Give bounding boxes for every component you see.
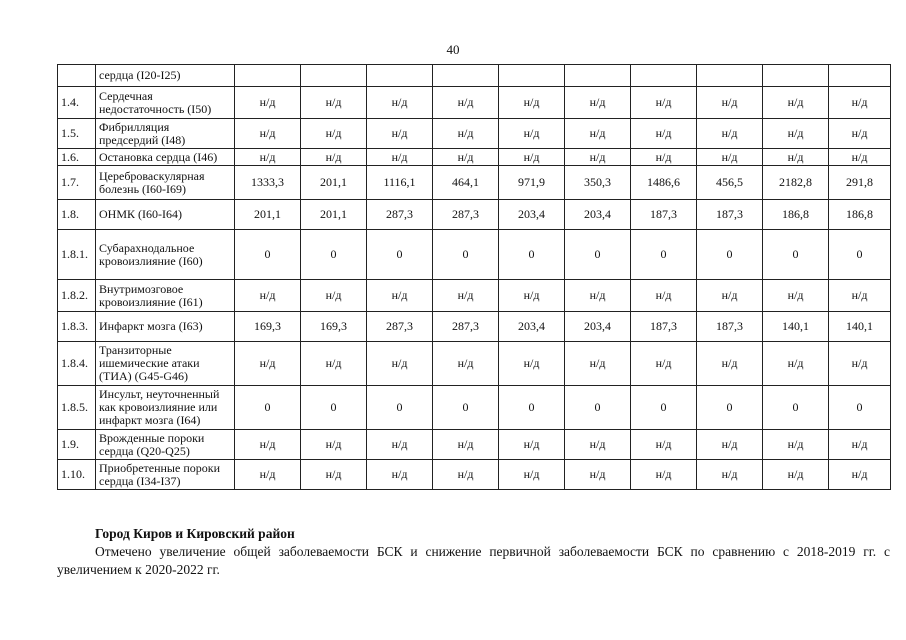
row-code: 1.7. [58,166,96,200]
row-code: 1.4. [58,87,96,119]
table-cell: н/д [763,87,829,119]
table-cell: 0 [499,230,565,280]
table-cell: н/д [499,342,565,386]
table-cell: н/д [829,460,891,490]
table-cell: н/д [697,430,763,460]
row-name: Врожденные пороки сердца (Q20-Q25) [96,430,235,460]
table-cell: 0 [301,386,367,430]
table-cell: н/д [829,87,891,119]
table-cell: н/д [829,280,891,312]
table-cell: н/д [367,430,433,460]
table-cell [565,65,631,87]
table-cell: н/д [631,280,697,312]
row-code: 1.8. [58,200,96,230]
table-cell: 186,8 [763,200,829,230]
table-row [58,87,891,119]
table-cell: н/д [829,342,891,386]
table-cell: н/д [367,342,433,386]
table-cell: 0 [829,230,891,280]
table-row [58,312,891,342]
table-cell [499,65,565,87]
table-cell: н/д [235,430,301,460]
table-cell: н/д [631,430,697,460]
table-cell: 0 [631,230,697,280]
table-cell: 169,3 [235,312,301,342]
table-cell: н/д [499,430,565,460]
table-cell: 0 [433,386,499,430]
page-number: 40 [446,42,460,57]
row-name: Субарахнодальное кровоизлияние (I60) [96,230,235,280]
table-cell: н/д [565,460,631,490]
row-name: Транзиторные ишемические атаки (ТИА) (G45-G46) [96,342,235,386]
table-cell: 169,3 [301,312,367,342]
row-code: 1.6. [58,149,96,166]
table-row [58,430,891,460]
table-cell: н/д [499,149,565,166]
row-name: Инсульт, неуточненный как кровоизлияние или инфаркт мозга (I64) [96,386,235,430]
row-name: Сердечная недостаточность (I50) [96,87,235,119]
row-name: Остановка сердца (I46) [96,149,235,166]
table-cell: н/д [631,149,697,166]
table-cell: н/д [829,119,891,149]
table-cell: н/д [433,430,499,460]
table-cell: 0 [367,230,433,280]
table-cell: 350,3 [565,166,631,200]
table-cell: 140,1 [829,312,891,342]
table-cell: 0 [697,386,763,430]
row-code: 1.9. [58,430,96,460]
row-code [58,65,96,87]
table-cell: н/д [631,119,697,149]
table-row [58,149,891,166]
table-row [58,119,891,149]
row-code: 1.8.2. [58,280,96,312]
table-cell: 0 [565,386,631,430]
table-row [58,200,891,230]
table-cell: 971,9 [499,166,565,200]
row-name: ОНМК (I60-I64) [96,200,235,230]
table-cell [697,65,763,87]
table-cell [433,65,499,87]
table-cell: н/д [565,280,631,312]
table-cell: н/д [301,149,367,166]
table-cell: н/д [499,119,565,149]
table-cell: 0 [235,230,301,280]
table-cell: н/д [763,430,829,460]
table-cell: 140,1 [763,312,829,342]
table-cell: н/д [301,430,367,460]
table-cell: н/д [235,149,301,166]
table-cell: 0 [235,386,301,430]
table-cell: н/д [763,342,829,386]
table-cell [367,65,433,87]
table-cell: н/д [367,149,433,166]
table-cell: 0 [367,386,433,430]
row-name: Внутримозговое кровоизлияние (I61) [96,280,235,312]
table-cell: н/д [301,280,367,312]
table-cell: 0 [565,230,631,280]
table-cell: 1333,3 [235,166,301,200]
table-cell [235,65,301,87]
table-cell: 187,3 [631,312,697,342]
table-cell: н/д [499,280,565,312]
table-cell: 186,8 [829,200,891,230]
table-cell: н/д [301,342,367,386]
table-cell: 0 [829,386,891,430]
table-cell: 1116,1 [367,166,433,200]
table-row [58,280,891,312]
table-row [58,65,891,87]
table-cell: н/д [499,460,565,490]
table-cell: 464,1 [433,166,499,200]
table-cell: н/д [235,460,301,490]
disease-stats-table [57,64,891,490]
table-cell: н/д [763,280,829,312]
table-cell: 2182,8 [763,166,829,200]
row-code: 1.10. [58,460,96,490]
table-cell: 287,3 [367,312,433,342]
table-cell: н/д [433,87,499,119]
table-cell [301,65,367,87]
table-cell: н/д [433,119,499,149]
table-cell: н/д [763,460,829,490]
table-cell: н/д [829,430,891,460]
table-cell: 291,8 [829,166,891,200]
table-cell [763,65,829,87]
table-cell: н/д [565,430,631,460]
table-cell: н/д [433,280,499,312]
row-name: сердца (I20-I25) [96,65,235,87]
table-cell: н/д [565,119,631,149]
row-name: Приобретенные пороки сердца (I34-I37) [96,460,235,490]
table-cell: н/д [433,342,499,386]
table-cell: н/д [301,460,367,490]
table-cell: н/д [433,149,499,166]
table-cell: 0 [499,386,565,430]
table-cell: н/д [565,149,631,166]
table-cell: н/д [235,119,301,149]
table-cell: 287,3 [433,200,499,230]
table-cell: 1486,6 [631,166,697,200]
table-cell: н/д [367,280,433,312]
table-cell: 187,3 [697,200,763,230]
table-cell: 456,5 [697,166,763,200]
table-cell: н/д [697,149,763,166]
table-cell: 203,4 [565,312,631,342]
table-cell: н/д [697,342,763,386]
table-cell: 287,3 [433,312,499,342]
table-cell: 0 [697,230,763,280]
table-cell: н/д [565,87,631,119]
table-cell: 0 [763,386,829,430]
section-paragraph: Отмечено увеличение общей заболеваемости БСК и снижение первичной заболеваемости БСК по сравнению с 2018-2019 гг. с увеличением к 2020-2022 гг. [57,544,890,577]
row-code: 1.8.5. [58,386,96,430]
row-code: 1.8.4. [58,342,96,386]
table-cell: н/д [697,280,763,312]
table-cell: н/д [631,342,697,386]
table-cell: 203,4 [499,200,565,230]
table-cell: 187,3 [697,312,763,342]
table-cell: 203,4 [565,200,631,230]
table-cell: н/д [301,119,367,149]
table-cell: 201,1 [301,200,367,230]
row-code: 1.5. [58,119,96,149]
table-row [58,386,891,430]
row-code: 1.8.1. [58,230,96,280]
table-cell: н/д [697,119,763,149]
table-cell: н/д [697,460,763,490]
table-cell: н/д [367,460,433,490]
table-cell: н/д [763,149,829,166]
table-cell: н/д [235,280,301,312]
table-cell: н/д [499,87,565,119]
table-cell: н/д [235,342,301,386]
row-name: Фибрилляция предсердий (I48) [96,119,235,149]
table-cell [829,65,891,87]
table-cell: 203,4 [499,312,565,342]
table-cell: н/д [631,87,697,119]
table-cell: 287,3 [367,200,433,230]
table-cell: н/д [697,87,763,119]
table-cell: н/д [631,460,697,490]
table-row [58,230,891,280]
table-cell: н/д [433,460,499,490]
table-cell: 0 [433,230,499,280]
table-cell: 187,3 [631,200,697,230]
table-cell: н/д [565,342,631,386]
table-cell [631,65,697,87]
row-name: Цереброваскулярная болезнь (I60-I69) [96,166,235,200]
table-cell: н/д [829,149,891,166]
table-cell: н/д [763,119,829,149]
table-cell: 201,1 [235,200,301,230]
section-heading: Город Киров и Кировский район [95,526,295,541]
table-row [58,166,891,200]
row-name: Инфаркт мозга (I63) [96,312,235,342]
table-cell: н/д [367,87,433,119]
table-cell: 0 [301,230,367,280]
table-cell: 0 [631,386,697,430]
table-cell: 201,1 [301,166,367,200]
table-cell: н/д [235,87,301,119]
table-row [58,342,891,386]
row-code: 1.8.3. [58,312,96,342]
table-cell: н/д [367,119,433,149]
table-row [58,460,891,490]
table-cell: н/д [301,87,367,119]
table-cell: 0 [763,230,829,280]
